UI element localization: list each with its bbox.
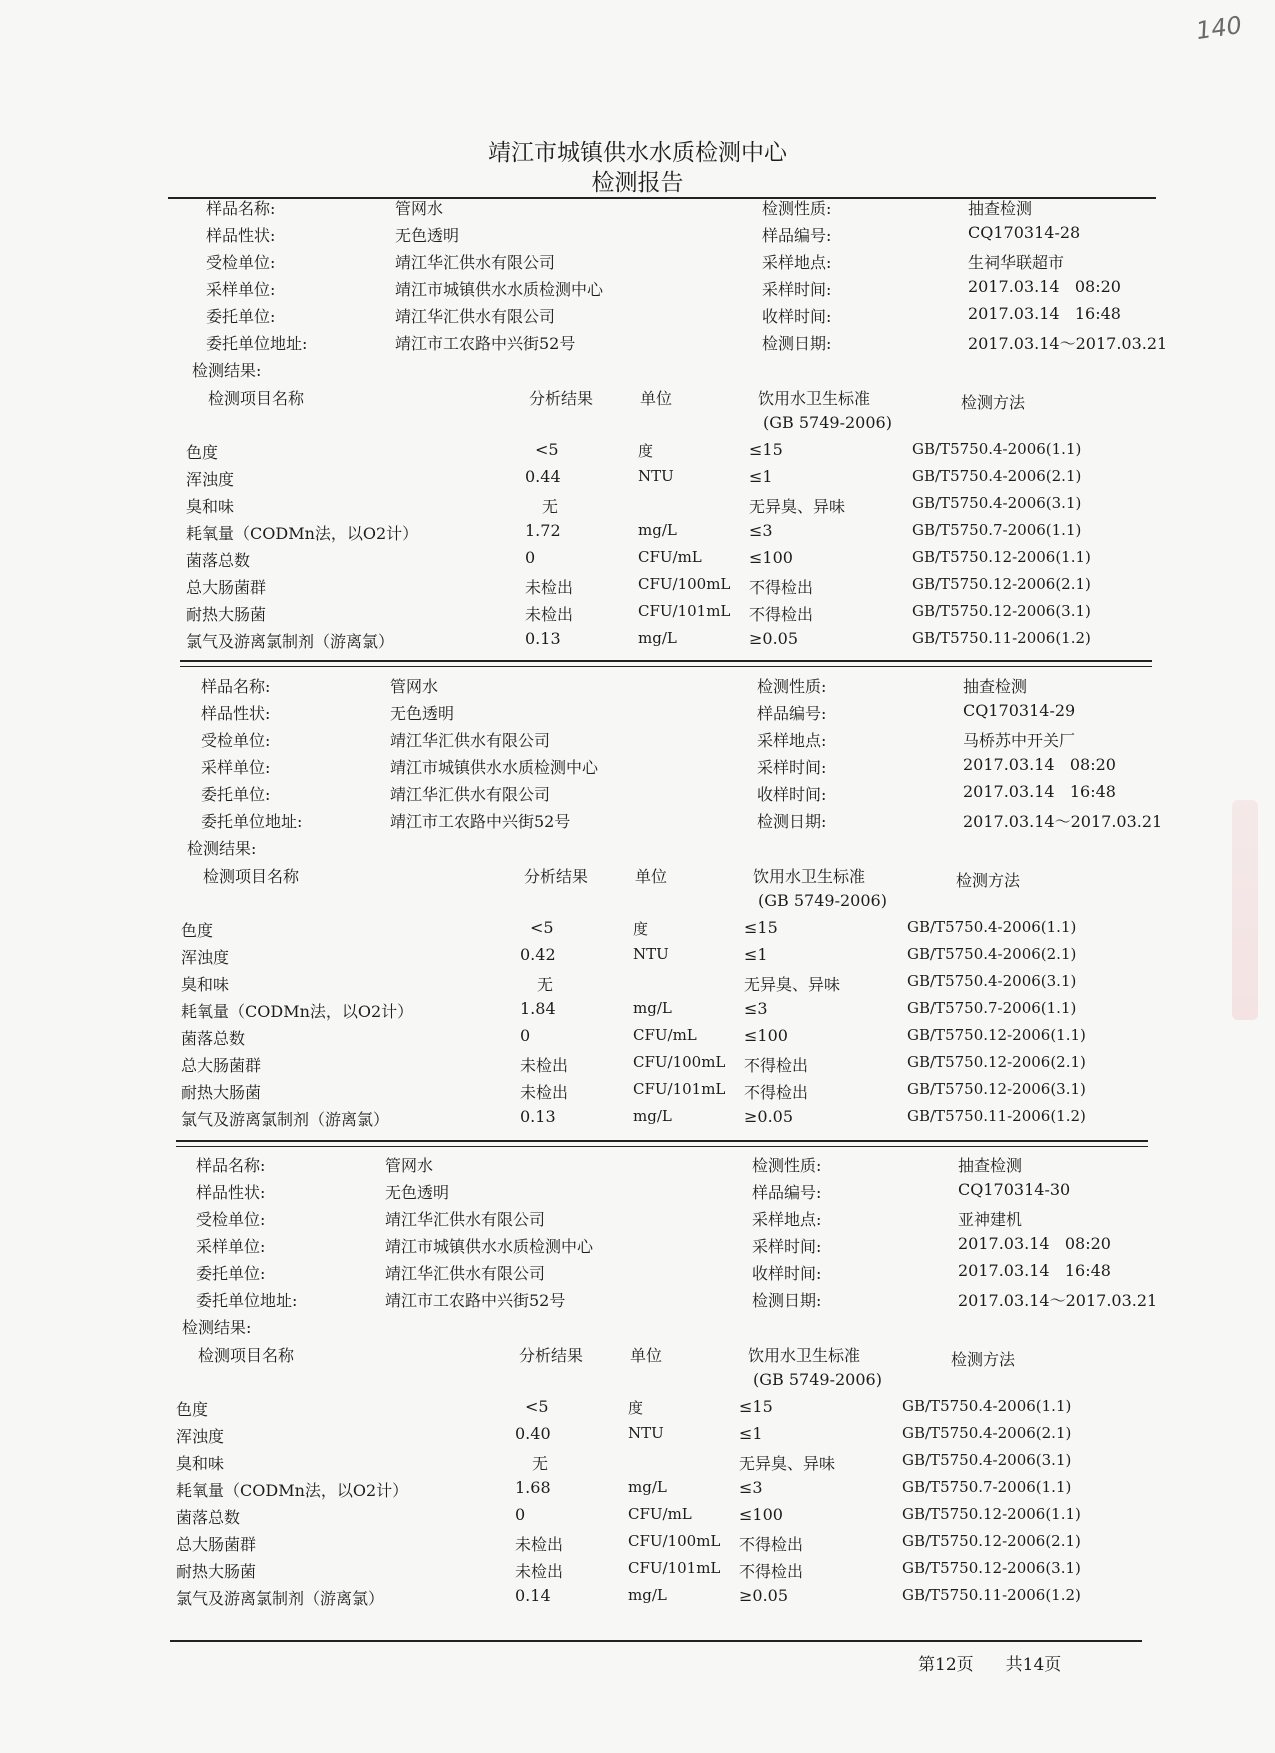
test-date-label: 检测日期: <box>762 334 832 353</box>
item-name: 氯气及游离氯制剂（游离氯） <box>181 1110 390 1129</box>
item-standard: 不得检出 <box>749 605 814 624</box>
test-nature-label: 检测性质: <box>752 1156 822 1175</box>
sample-no-value: CQ170314-29 <box>963 701 1076 720</box>
item-name: 耗氧量（CODMn法，以O2计） <box>186 524 419 543</box>
item-unit: mg/L <box>628 1586 667 1604</box>
item-method: GB/T5750.12-2006(2.1) <box>902 1532 1081 1550</box>
test-date-value: 2017.03.14～2017.03.21 <box>963 812 1163 831</box>
item-result: 无 <box>542 497 559 516</box>
client-unit-label: 委托单位: <box>206 307 276 326</box>
bottom-rule <box>170 1640 1142 1642</box>
item-unit: 度 <box>628 1399 644 1417</box>
item-unit: NTU <box>633 945 669 963</box>
item-method: GB/T5750.12-2006(1.1) <box>912 548 1091 566</box>
sample-state-label: 样品性状: <box>196 1183 266 1202</box>
sampling-time-value: 2017.03.14 08:20 <box>963 755 1116 774</box>
test-date-value: 2017.03.14～2017.03.21 <box>958 1291 1158 1310</box>
col-item-header: 检测项目名称 <box>198 1346 295 1365</box>
sample-no-label: 样品编号: <box>757 704 827 723</box>
sampling-unit-label: 采样单位: <box>196 1237 266 1256</box>
item-standard: ≤100 <box>739 1505 783 1524</box>
receipt-time-label: 收样时间: <box>762 307 832 326</box>
item-unit: NTU <box>628 1424 664 1442</box>
receipt-time-label: 收样时间: <box>752 1264 822 1283</box>
col-result-header: 分析结果 <box>529 389 594 408</box>
sampling-site-value: 生祠华联超市 <box>968 253 1065 272</box>
col-unit-header: 单位 <box>635 867 668 886</box>
sampling-site-label: 采样地点: <box>757 731 827 750</box>
item-name: 色度 <box>176 1400 209 1419</box>
col-standard-header: 饮用水卫生标准 <box>758 389 871 408</box>
item-result: <5 <box>525 1397 549 1416</box>
item-unit: mg/L <box>628 1478 667 1496</box>
test-date-label: 检测日期: <box>752 1291 822 1310</box>
sample-report-3 <box>176 1153 1176 1619</box>
item-result: 1.68 <box>515 1478 551 1497</box>
item-standard: 无异臭、异味 <box>744 975 841 994</box>
client-unit-value: 靖江华汇供水有限公司 <box>390 785 551 804</box>
item-standard: ≤15 <box>744 918 778 937</box>
item-result: 0.14 <box>515 1586 551 1605</box>
item-result: 0 <box>520 1026 531 1045</box>
inspected-unit-value: 靖江华汇供水有限公司 <box>395 253 556 272</box>
item-result: 0.44 <box>525 467 561 486</box>
sample-state-label: 样品性状: <box>206 226 276 245</box>
sample-no-label: 样品编号: <box>762 226 832 245</box>
item-result: 1.72 <box>525 521 561 540</box>
col-method-header: 检测方法 <box>961 393 1026 412</box>
item-name: 菌落总数 <box>186 551 251 570</box>
item-standard: 不得检出 <box>749 578 814 597</box>
client-unit-value: 靖江华汇供水有限公司 <box>385 1264 546 1283</box>
item-name: 菌落总数 <box>176 1508 241 1527</box>
sample-state-value: 无色透明 <box>390 704 455 723</box>
item-result: 未检出 <box>525 578 574 597</box>
receipt-time-value: 2017.03.14 16:48 <box>968 304 1121 323</box>
client-address-value: 靖江市工农路中兴街52号 <box>395 334 576 353</box>
col-standard-ref: (GB 5749-2006) <box>753 1370 882 1389</box>
item-standard: ≥0.05 <box>749 629 799 648</box>
sample-report-2 <box>181 674 1181 1140</box>
section-rule <box>176 1146 1148 1147</box>
item-result: 0 <box>515 1505 526 1524</box>
test-date-value: 2017.03.14～2017.03.21 <box>968 334 1168 353</box>
item-method: GB/T5750.11-2006(1.2) <box>907 1107 1086 1125</box>
sampling-time-value: 2017.03.14 08:20 <box>968 277 1121 296</box>
sampling-unit-value: 靖江市城镇供水水质检测中心 <box>385 1237 594 1256</box>
item-unit: CFU/mL <box>638 548 702 566</box>
sample-name-value: 管网水 <box>395 199 444 218</box>
sample-name-label: 样品名称: <box>206 199 276 218</box>
item-standard: 无异臭、异味 <box>739 1454 836 1473</box>
item-unit: mg/L <box>633 1107 672 1125</box>
col-standard-header: 饮用水卫生标准 <box>748 1346 861 1365</box>
results-title: 检测结果: <box>192 361 262 380</box>
item-name: 氯气及游离氯制剂（游离氯） <box>176 1589 385 1608</box>
item-method: GB/T5750.11-2006(1.2) <box>902 1586 1081 1604</box>
item-result: 0.42 <box>520 945 556 964</box>
client-unit-label: 委托单位: <box>196 1264 266 1283</box>
item-unit: mg/L <box>633 999 672 1017</box>
sampling-time-label: 采样时间: <box>757 758 827 777</box>
item-method: GB/T5750.4-2006(1.1) <box>902 1397 1072 1415</box>
col-item-header: 检测项目名称 <box>203 867 300 886</box>
test-date-label: 检测日期: <box>757 812 827 831</box>
item-name: 总大肠菌群 <box>181 1056 262 1075</box>
item-unit: mg/L <box>638 521 677 539</box>
item-name: 浑浊度 <box>186 470 235 489</box>
item-result: 0.13 <box>525 629 561 648</box>
page-footer <box>918 1650 1093 1675</box>
results-title: 检测结果: <box>187 839 257 858</box>
sample-no-label: 样品编号: <box>752 1183 822 1202</box>
item-result: 0.13 <box>520 1107 556 1126</box>
page-total: 共14页 <box>1005 1655 1062 1675</box>
client-unit-label: 委托单位: <box>201 785 271 804</box>
item-method: GB/T5750.7-2006(1.1) <box>902 1478 1072 1496</box>
item-result: <5 <box>530 918 554 937</box>
receipt-time-value: 2017.03.14 16:48 <box>963 782 1116 801</box>
item-result: 无 <box>537 975 554 994</box>
item-standard: 不得检出 <box>739 1562 804 1581</box>
item-standard: ≤3 <box>739 1478 763 1497</box>
item-standard: 不得检出 <box>739 1535 804 1554</box>
sample-no-value: CQ170314-30 <box>958 1180 1071 1199</box>
item-name: 臭和味 <box>186 497 235 516</box>
item-result: 未检出 <box>515 1562 564 1581</box>
sample-name-label: 样品名称: <box>201 677 271 696</box>
item-name: 菌落总数 <box>181 1029 246 1048</box>
item-standard: 无异臭、异味 <box>749 497 846 516</box>
item-name: 总大肠菌群 <box>176 1535 257 1554</box>
item-standard: ≤100 <box>744 1026 788 1045</box>
item-name: 耗氧量（CODMn法，以O2计） <box>181 1002 414 1021</box>
client-unit-value: 靖江华汇供水有限公司 <box>395 307 556 326</box>
item-unit: 度 <box>633 920 649 938</box>
item-result: 1.84 <box>520 999 556 1018</box>
section-rule <box>180 660 1152 662</box>
item-method: GB/T5750.4-2006(1.1) <box>912 440 1082 458</box>
item-name: 浑浊度 <box>181 948 230 967</box>
sample-name-value: 管网水 <box>385 1156 434 1175</box>
item-name: 总大肠菌群 <box>186 578 267 597</box>
item-result: 0 <box>525 548 536 567</box>
item-unit: CFU/101mL <box>638 602 731 620</box>
sampling-time-label: 采样时间: <box>762 280 832 299</box>
col-unit-header: 单位 <box>630 1346 663 1365</box>
inspected-unit-value: 靖江华汇供水有限公司 <box>390 731 551 750</box>
item-standard: ≤3 <box>749 521 773 540</box>
item-name: 色度 <box>181 921 214 940</box>
item-method: GB/T5750.4-2006(3.1) <box>912 494 1082 512</box>
sampling-site-label: 采样地点: <box>752 1210 822 1229</box>
item-standard: ≥0.05 <box>744 1107 794 1126</box>
item-method: GB/T5750.12-2006(3.1) <box>912 602 1091 620</box>
item-name: 耐热大肠菌 <box>181 1083 262 1102</box>
test-nature-value: 抽查检测 <box>958 1156 1023 1175</box>
item-name: 浑浊度 <box>176 1427 225 1446</box>
item-result: 0.40 <box>515 1424 551 1443</box>
item-standard: ≤1 <box>749 467 773 486</box>
test-nature-label: 检测性质: <box>762 199 832 218</box>
item-method: GB/T5750.12-2006(3.1) <box>907 1080 1086 1098</box>
report-title: 检测报告 <box>591 170 684 196</box>
organization-name: 靖江市城镇供水水质检测中心 <box>488 140 787 166</box>
inspected-unit-label: 受检单位: <box>196 1210 266 1229</box>
item-method: GB/T5750.7-2006(1.1) <box>907 999 1077 1017</box>
item-method: GB/T5750.12-2006(1.1) <box>907 1026 1086 1044</box>
item-unit: CFU/mL <box>633 1026 697 1044</box>
item-result: 无 <box>532 1454 549 1473</box>
client-address-label: 委托单位地址: <box>201 812 303 831</box>
item-standard: ≤1 <box>739 1424 763 1443</box>
item-standard: 不得检出 <box>744 1083 809 1102</box>
item-unit: NTU <box>638 467 674 485</box>
col-method-header: 检测方法 <box>956 871 1021 890</box>
inspected-unit-label: 受检单位: <box>201 731 271 750</box>
item-result: 未检出 <box>520 1083 569 1102</box>
client-address-value: 靖江市工农路中兴街52号 <box>390 812 571 831</box>
item-name: 色度 <box>186 443 219 462</box>
item-method: GB/T5750.4-2006(1.1) <box>907 918 1077 936</box>
item-unit: mg/L <box>638 629 677 647</box>
item-result: 未检出 <box>520 1056 569 1075</box>
receipt-time-value: 2017.03.14 16:48 <box>958 1261 1111 1280</box>
section-rule <box>180 666 1152 667</box>
item-method: GB/T5750.11-2006(1.2) <box>912 629 1091 647</box>
page-number: 第12页 <box>918 1655 974 1675</box>
sample-no-value: CQ170314-28 <box>968 223 1081 242</box>
sample-name-value: 管网水 <box>390 677 439 696</box>
item-method: GB/T5750.4-2006(2.1) <box>902 1424 1072 1442</box>
results-title: 检测结果: <box>182 1318 252 1337</box>
sampling-time-label: 采样时间: <box>752 1237 822 1256</box>
col-item-header: 检测项目名称 <box>208 389 305 408</box>
item-name: 臭和味 <box>181 975 230 994</box>
item-standard: ≥0.05 <box>739 1586 789 1605</box>
item-unit: 度 <box>638 442 654 460</box>
item-standard: ≤3 <box>744 999 768 1018</box>
col-standard-ref: (GB 5749-2006) <box>763 413 892 432</box>
sampling-unit-label: 采样单位: <box>206 280 276 299</box>
item-standard: 不得检出 <box>744 1056 809 1075</box>
test-nature-value: 抽查检测 <box>968 199 1033 218</box>
item-method: GB/T5750.4-2006(3.1) <box>907 972 1077 990</box>
item-standard: ≤15 <box>739 1397 773 1416</box>
item-unit: CFU/100mL <box>638 575 731 593</box>
col-result-header: 分析结果 <box>519 1346 584 1365</box>
sampling-site-value: 亚神建机 <box>958 1210 1023 1229</box>
sample-state-value: 无色透明 <box>385 1183 450 1202</box>
item-name: 耐热大肠菌 <box>186 605 267 624</box>
client-address-label: 委托单位地址: <box>196 1291 298 1310</box>
item-result: 未检出 <box>525 605 574 624</box>
col-standard-header: 饮用水卫生标准 <box>753 867 866 886</box>
item-name: 耗氧量（CODMn法，以O2计） <box>176 1481 409 1500</box>
item-name: 耐热大肠菌 <box>176 1562 257 1581</box>
section-rule <box>176 1140 1148 1142</box>
item-unit: CFU/101mL <box>633 1080 726 1098</box>
col-result-header: 分析结果 <box>524 867 589 886</box>
item-unit: CFU/mL <box>628 1505 692 1523</box>
test-nature-label: 检测性质: <box>757 677 827 696</box>
item-method: GB/T5750.4-2006(3.1) <box>902 1451 1072 1469</box>
test-nature-value: 抽查检测 <box>963 677 1028 696</box>
item-standard: ≤1 <box>744 945 768 964</box>
item-result: <5 <box>535 440 559 459</box>
item-method: GB/T5750.7-2006(1.1) <box>912 521 1082 539</box>
sampling-time-value: 2017.03.14 08:20 <box>958 1234 1111 1253</box>
item-result: 未检出 <box>515 1535 564 1554</box>
item-name: 臭和味 <box>176 1454 225 1473</box>
col-unit-header: 单位 <box>640 389 673 408</box>
item-method: GB/T5750.12-2006(1.1) <box>902 1505 1081 1523</box>
sampling-unit-value: 靖江市城镇供水水质检测中心 <box>395 280 604 299</box>
sample-state-label: 样品性状: <box>201 704 271 723</box>
inspected-unit-label: 受检单位: <box>206 253 276 272</box>
item-method: GB/T5750.12-2006(2.1) <box>907 1053 1086 1071</box>
item-standard: ≤100 <box>749 548 793 567</box>
sampling-site-label: 采样地点: <box>762 253 832 272</box>
item-method: GB/T5750.4-2006(2.1) <box>907 945 1077 963</box>
page-mark: 140 <box>1194 10 1244 46</box>
sample-report-1 <box>186 196 1186 662</box>
item-method: GB/T5750.12-2006(2.1) <box>912 575 1091 593</box>
item-method: GB/T5750.12-2006(3.1) <box>902 1559 1081 1577</box>
inspected-unit-value: 靖江华汇供水有限公司 <box>385 1210 546 1229</box>
receipt-time-label: 收样时间: <box>757 785 827 804</box>
col-method-header: 检测方法 <box>951 1350 1016 1369</box>
client-address-label: 委托单位地址: <box>206 334 308 353</box>
sampling-site-value: 马桥苏中开关厂 <box>963 731 1076 750</box>
item-name: 氯气及游离氯制剂（游离氯） <box>186 632 395 651</box>
item-unit: CFU/100mL <box>633 1053 726 1071</box>
col-standard-ref: (GB 5749-2006) <box>758 891 887 910</box>
client-address-value: 靖江市工农路中兴街52号 <box>385 1291 566 1310</box>
sample-state-value: 无色透明 <box>395 226 460 245</box>
item-standard: ≤15 <box>749 440 783 459</box>
sample-name-label: 样品名称: <box>196 1156 266 1175</box>
item-unit: CFU/100mL <box>628 1532 721 1550</box>
red-stamp-mark <box>1232 800 1258 1020</box>
sampling-unit-label: 采样单位: <box>201 758 271 777</box>
item-unit: CFU/101mL <box>628 1559 721 1577</box>
item-method: GB/T5750.4-2006(2.1) <box>912 467 1082 485</box>
sampling-unit-value: 靖江市城镇供水水质检测中心 <box>390 758 599 777</box>
